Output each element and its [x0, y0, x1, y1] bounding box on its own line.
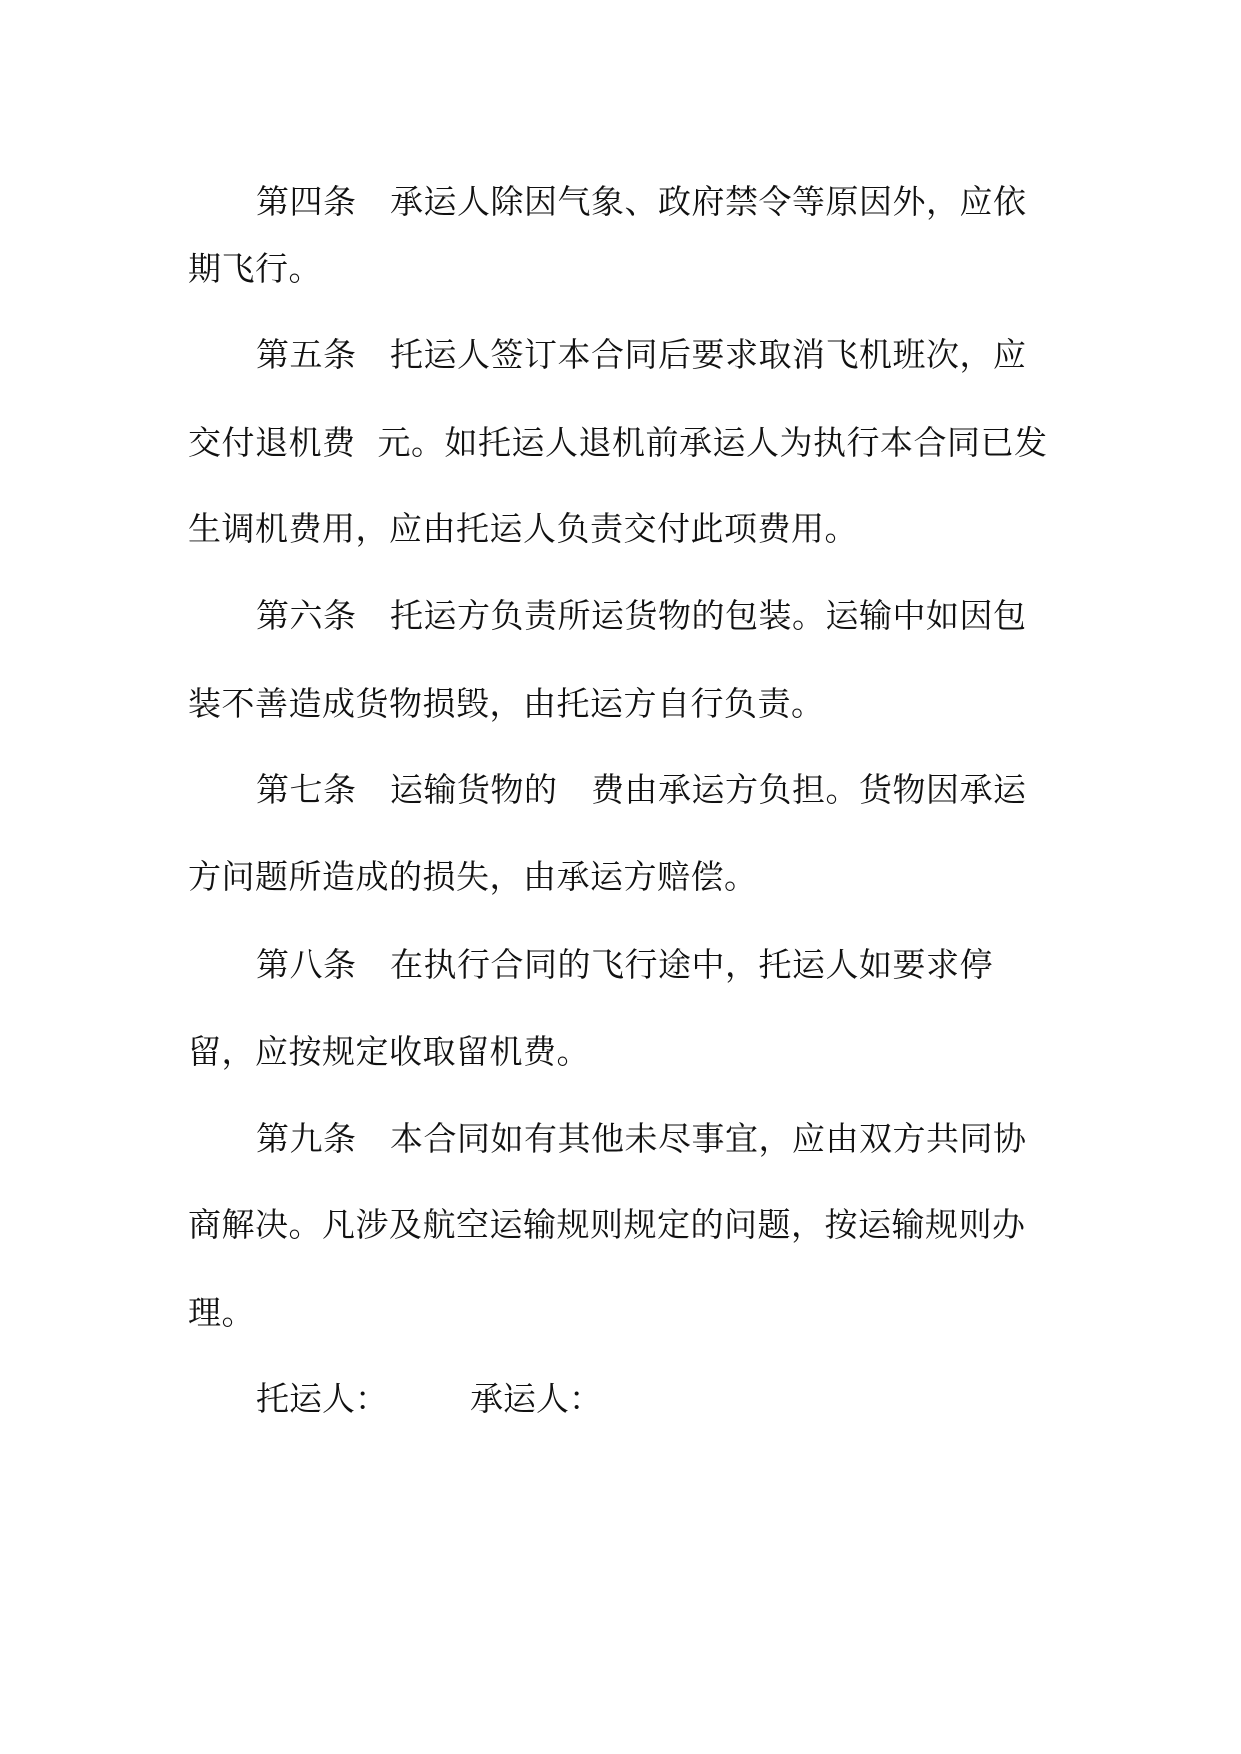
- shipper-signature-label: 托运人：: [256, 1379, 388, 1418]
- article-7-line-2: 方问题所造成的损失，由承运方赔偿。: [188, 857, 758, 896]
- article-9-line-3: 理。: [188, 1293, 255, 1332]
- article-8-line-1: 第八条 在执行合同的飞行途中，托运人如要求停: [256, 945, 993, 984]
- article-9-line-2: 商解决。凡涉及航空运输规则规定的问题，按运输规则办: [188, 1205, 1026, 1244]
- article-7-line-1: 第七条 运输货物的 费由承运方负担。货物因承运: [256, 770, 1027, 809]
- article-9-line-1: 第九条 本合同如有其他未尽事宜，应由双方共同协: [256, 1119, 1027, 1158]
- article-4-line-2: 期飞行。: [188, 249, 322, 288]
- article-6-line-1: 第六条 托运方负责所运货物的包装。运输中如因包: [256, 596, 1027, 635]
- article-6-line-2: 装不善造成货物损毁，由托运方自行负责。: [188, 684, 825, 723]
- article-4-line-1: 第四条 承运人除因气象、政府禁令等原因外，应依: [256, 182, 1027, 221]
- article-8-line-2: 留，应按规定收取留机费。: [188, 1032, 590, 1071]
- article-5-line-1: 第五条 托运人签订本合同后要求取消飞机班次，应: [256, 335, 1027, 374]
- article-5-line-3: 生调机费用，应由托运人负责交付此项费用。: [188, 509, 858, 548]
- carrier-signature-label: 承运人：: [470, 1379, 602, 1418]
- article-5-line-2: 交付退机费 元。如托运人退机前承运人为执行本合同已发: [188, 423, 1048, 462]
